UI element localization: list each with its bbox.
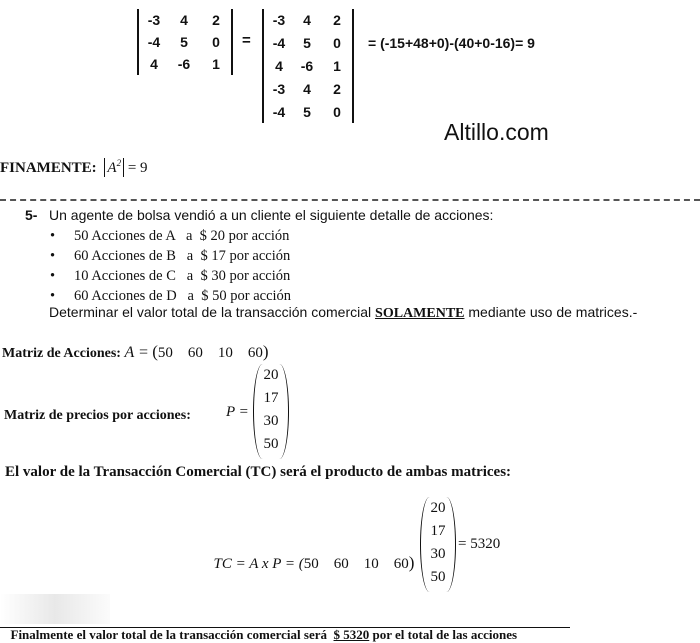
prices-column-vector [253,364,289,459]
det-cell: 4 [180,12,188,28]
list-item: • 10 Acciones de C a $ 30 por acción [50,268,291,284]
matrix-entry: 17 [430,523,446,539]
conclusion-prefix: Finalmente el valor total de la transacción comercial será [10,627,328,642]
watermark: Altillo.com [444,119,549,145]
conclusion-amount: $ 5320 [333,627,370,642]
section-divider [0,199,700,201]
finally-label: FINAMENTE: [0,160,97,176]
matrix-entry: 30 [430,546,446,562]
det-cell: 1 [333,58,341,74]
det-cell: 5 [180,34,188,50]
prices-matrix-symbol: P = [226,404,249,420]
list-item: • 60 Acciones de B a $ 17 por acción [50,248,291,264]
det-cell: 2 [333,12,341,28]
equals-sign: = [242,32,251,49]
matrix-entry: 60 [187,345,203,361]
det-exponent: 2 [116,158,122,168]
task-suffix: mediante uso de matrices.- [468,304,638,320]
matrix-entry: 50 [263,436,279,452]
sarrus-expression: = (-15+48+0)-(40+0-16)= 9 [368,35,535,51]
det-cell: 0 [333,104,341,120]
task-prefix: Determinar el valor total de la transacción comercial [49,304,372,320]
bullet-list [50,226,291,306]
matrix-entry: 17 [263,390,279,406]
final-determinant-line [0,158,148,177]
matrix-entry: 50 [430,569,446,585]
det-cell: 1 [212,56,220,72]
left-determinant [137,9,233,75]
tc-column-vector [420,497,456,592]
det-cell: -4 [272,35,286,51]
det-cell: -6 [177,56,191,72]
det-cell: -4 [272,104,286,120]
det-cell: 2 [212,12,220,28]
tc-equation-row: TC = A x P = (50 60 10 60) [213,553,415,572]
matrix-entry: 20 [430,500,446,516]
det-base: A [107,160,117,176]
det-cell: 5 [303,104,311,120]
tc-result: = 5320 [458,536,501,552]
matrix-entry: 60 [393,556,409,572]
matrix-entry: 10 [217,345,233,361]
det-cell: -4 [147,34,161,50]
actions-matrix-symbol: A = [124,344,149,361]
det-cell: -6 [300,58,314,74]
matrix-entry: 60 [333,556,349,572]
matrix-entry: 10 [363,556,379,572]
det-cell: 4 [275,58,283,74]
actions-matrix-line: Matriz de Acciones: A = (50 60 10 60) [2,342,269,361]
tc-lhs: TC = A x P = ( [213,556,304,572]
matrix-entry: 60 [247,345,263,361]
det-cell: 5 [303,35,311,51]
det-cell: 4 [150,56,158,72]
det-cell: 0 [212,34,220,50]
problem-intro: Un agente de bolsa vendió a un cliente el siguiente detalle de acciones: [49,207,494,223]
matrix-entry: 50 [303,556,319,572]
det-cell: -3 [147,12,161,28]
problem-number: 5- [25,207,38,223]
det-cell: 2 [333,81,341,97]
list-item: • 50 Acciones de A a $ 20 por acción [50,228,290,244]
task-emphasis: SOLAMENTE [375,306,465,321]
tc-statement: El valor de la Transacción Comercial (TC) será el producto de ambas matrices: [5,464,512,480]
det-cell: 0 [333,35,341,51]
matrix-entry: 20 [263,367,279,383]
det-notation [104,158,124,177]
list-item: • 60 Acciones de D a $ 50 por acción [50,288,292,304]
right-determinant [262,9,354,123]
det-cell: -3 [272,12,286,28]
finally-value: = 9 [127,160,148,176]
matrix-entry: 50 [157,345,173,361]
conclusion-suffix: por el total de las acciones [372,627,518,642]
prices-matrix-label: Matriz de precios por acciones: [4,408,191,423]
det-cell: 4 [303,81,311,97]
problem-task [49,304,637,322]
actions-matrix-label: Matriz de Acciones: [2,346,121,361]
det-cell: -3 [272,81,286,97]
det-cell: 4 [303,12,311,28]
conclusion-underline [0,627,570,628]
matrix-entry: 30 [263,413,279,429]
